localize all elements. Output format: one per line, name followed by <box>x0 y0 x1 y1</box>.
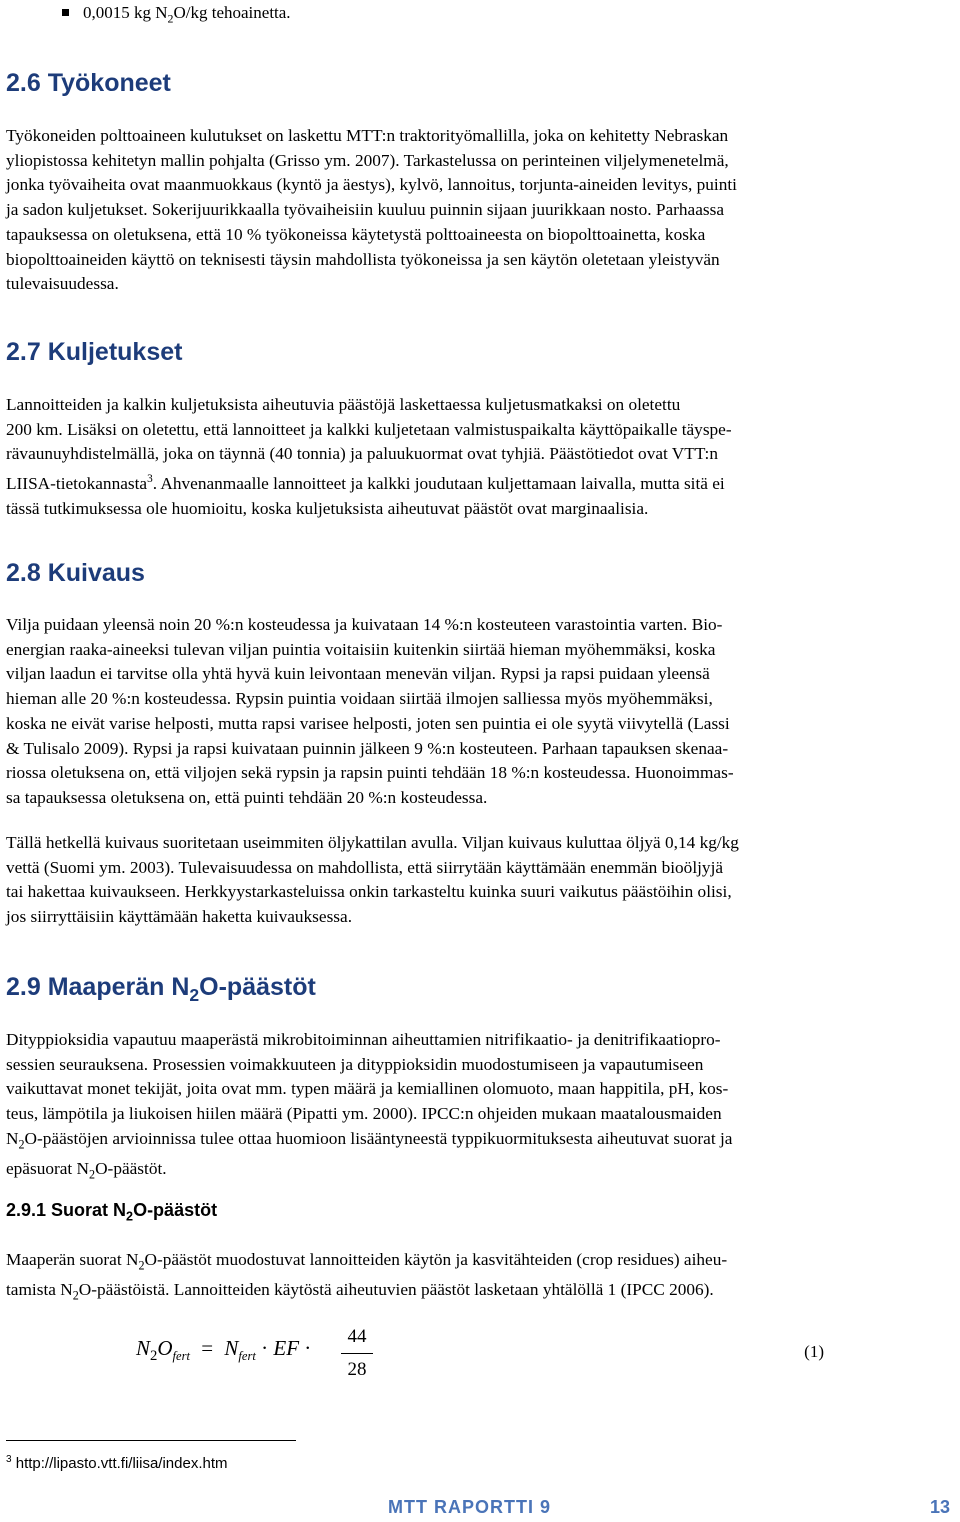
paragraph-line <box>6 1157 952 1187</box>
bullet-text: 0,0015 kg N <box>83 3 168 22</box>
heading-text-end: O-päästöt <box>133 1200 218 1220</box>
bullet-subscript: 2 <box>167 11 174 26</box>
paragraph-line <box>6 467 952 496</box>
paragraph-line: Työkoneiden polttoaineen kulutukset on laskettu MTT:n traktorityömallilla, joka on kehitetty Nebraskan <box>6 126 729 145</box>
paragraph-line: Tällä hetkellä kuivaus suoritetaan useimmiten öljykattilan avulla. Viljan kuivaus kuluttaa öljyä 0,14 kg/kg <box>6 833 739 852</box>
equation-expression <box>136 1336 311 1365</box>
equation-number: (1) <box>804 1342 824 1361</box>
fraction-numerator: 44 <box>347 1326 367 1347</box>
paragraph-line <box>6 1248 952 1278</box>
line-text: O-päästöjen arvioinnissa tulee ottaa huomioon lisääntyneestä typpikuormituksesta aiheutuvat suorat ja <box>24 1128 733 1148</box>
paragraph-line: 200 km. Lisäksi on oletettu, että lannoitteet ja kalkki kuljetetaan valmistuspaikalta käyttöpaikalle täyspe- <box>6 419 732 439</box>
paragraph-line: Vilja puidaan yleensä noin 20 %:n kosteudessa ja kuivataan 14 %:n kosteuteen varastointia varten. Bio- <box>6 615 723 634</box>
line-text: O-päästöt. <box>95 1158 167 1178</box>
footnote-link[interactable]: http://lipasto.vtt.fi/liisa/index.htm <box>15 1455 228 1472</box>
paragraph-line: ja sadon kuljetukset. Sokerijuurikkaalla työvaiheisiin kuuluu puinnin sijaan juurikkaan nosto. Parhaassa <box>6 200 724 220</box>
symbol-o: O <box>157 1336 173 1360</box>
section-heading-2-8: 2.8 Kuivaus <box>6 559 145 587</box>
line-text: O-päästöt muodostuvat lannoitteiden käytön ja kasvitähteiden (crop residues) aiheu- <box>144 1250 728 1269</box>
heading-text-end: O-päästöt <box>199 973 316 1001</box>
paragraph-line: biopolttoaineiden käyttö on teknisesti täysin mahdollista työkoneissa ja sen käytön oletetaan yleistyvän <box>6 249 720 269</box>
line-text: LIISA-tietokannasta <box>6 473 148 493</box>
paragraph-line: jos siirryttäisiin käyttämään haketta kuivauksessa. <box>6 907 353 927</box>
paragraph-line: sa tapauksessa oletuksena on, että puinti tehdään 20 %:n kosteudessa. <box>6 787 488 807</box>
section-2-8-paragraph-2 <box>6 831 952 930</box>
paragraph-line <box>6 1278 952 1308</box>
paragraph-line: & Tulisalo 2009). Rypsi ja rapsi kuivataan puinnin jälkeen 9 %:n kosteuteen. Parhaan tapauksen skenaa- <box>6 738 729 758</box>
paragraph-line: viljan laadun ei tarvitse olla yhtä hyvä kuin leivontaan menevän viljan. Rypsi ja rapsi puidaan yleensä <box>6 664 710 684</box>
subscript: 2 <box>138 1258 145 1273</box>
paragraph-line: energian raaka-aineeksi tulevan viljan puintia voitaisiin kuitenkin siirtää hieman myöhemmäksi, koska <box>6 639 716 659</box>
symbol-n: N <box>224 1336 239 1360</box>
paragraph-line: Lannoitteiden ja kalkin kuljetuksista aiheutuvia päästöjä laskettaessa kuljetusmatkaksi on oletettu <box>6 395 681 414</box>
subscript-fert: fert <box>238 1349 256 1364</box>
footer-series-title: MTT RAPORTTI 9 <box>388 1497 551 1517</box>
section-2-9-paragraph <box>6 1028 952 1187</box>
paragraph-line: tapauksessa on oletuksena, että 10 % työkoneissa käytetystä polttoaineesta on biopolttoainetta, koska <box>6 224 706 244</box>
section-2-9-1-paragraph <box>6 1248 952 1308</box>
subscript-2: 2 <box>150 1348 158 1365</box>
symbol-n: N <box>136 1336 151 1360</box>
heading-text: 2.9 Maaperän N <box>6 973 190 1001</box>
line-text: O-päästöistä. Lannoitteiden käytöstä aiheutuvien päästöt lasketaan yhtälöllä 1 (IPCC 2006). <box>78 1280 714 1300</box>
footnote <box>6 1454 228 1472</box>
section-2-7-paragraph <box>6 393 952 521</box>
subscript: 2 <box>18 1137 25 1152</box>
paragraph-line: koska ne eivät varise helposti, mutta rapsi varisee helposti, joten sen puintia ei ole syytä viivytellä (Lassi <box>6 713 730 733</box>
line-text: epäsuorat N <box>6 1158 90 1178</box>
subsection-heading-2-9-1 <box>6 1200 217 1224</box>
line-text: tamista N <box>6 1280 73 1300</box>
line-text: Maaperän suorat N <box>6 1250 139 1269</box>
equation-1 <box>6 1322 952 1390</box>
symbol-ef: EF <box>273 1336 300 1360</box>
section-2-6-paragraph <box>6 124 952 297</box>
paragraph-line: jonka työvaiheita ovat maanmuokkaus (kyntö ja äestys), kylvö, lannoitus, torjunta-aineiden levitys, puinti <box>6 175 737 195</box>
heading-subscript: 2 <box>126 1209 134 1224</box>
paragraph-line: riossa oletuksena on, että viljojen sekä rypsin ja rapsin puinti tehdään 18 %:n kosteudessa. Huonoimmas- <box>6 763 734 783</box>
fraction <box>341 1322 373 1385</box>
bullet-text-end: O/kg tehoainetta. <box>173 3 291 22</box>
paragraph-line: tai hakettaa kuivaukseen. Herkkyystarkasteluissa onkin tarkasteltu kuinka suuri vaikutus päästöihin olisi, <box>6 882 732 902</box>
multiply-dot: · <box>304 1336 312 1360</box>
section-2-8-paragraph-1 <box>6 613 952 811</box>
paragraph-line: rävaunuyhdistelmällä, joka on täynnä (40 tonnia) ja paluukuormat ovat tyhjiä. Päästötiedot ovat VTT:n <box>6 444 718 464</box>
footnote-marker[interactable]: 3 <box>147 473 153 486</box>
paragraph-line: Dityppioksidia vapautuu maaperästä mikrobitoiminnan aiheuttamien nitrifikaatio- ja denitrifikaatiopro- <box>6 1030 721 1049</box>
section-heading-2-6: 2.6 Työkoneet <box>6 69 171 97</box>
heading-subscript: 2 <box>189 985 200 1005</box>
bullet-item <box>62 0 291 31</box>
subscript-fert: fert <box>172 1349 191 1364</box>
paragraph-line: sessien seurauksena. Prosessien voimakkuuteen ja dityppioksidin muodostumiseen ja vapautumiseen <box>6 1054 704 1074</box>
paragraph-line: hieman alle 20 %:n kosteudessa. Rypsin puintia voidaan siirtää ilmojen salliessa myös myöhemmäksi, <box>6 689 713 709</box>
footnote-divider <box>6 1440 296 1441</box>
section-heading-2-7: 2.7 Kuljetukset <box>6 338 183 366</box>
paragraph-line: teus, lämpötila ja liukoisen hiilen määrä (Pipatti ym. 2000). IPCC:n ohjeiden mukaan maatalousmaiden <box>6 1104 722 1124</box>
paragraph-line: tulevaisuudessa. <box>6 274 119 294</box>
section-heading-2-9 <box>6 973 316 1006</box>
equals-sign: = <box>201 1336 214 1360</box>
multiply-dot: · <box>261 1336 269 1360</box>
paragraph-line: tässä tutkimuksessa ole huomioitu, koska kuljetuksista aiheutuvat päästöt ovat marginaalisia. <box>6 498 649 518</box>
fraction-denominator: 28 <box>347 1359 367 1380</box>
page-number: 13 <box>930 1497 951 1517</box>
line-text: N <box>6 1128 19 1148</box>
paragraph-line <box>6 1127 952 1157</box>
paragraph-line: yliopistossa kehitetyn mallin pohjalta (Grisso ym. 2007). Tarkastelussa on perinteinen viljelymenetelmä, <box>6 150 729 170</box>
subscript: 2 <box>89 1167 96 1182</box>
fraction-bar <box>341 1353 373 1354</box>
subscript: 2 <box>72 1288 79 1303</box>
paragraph-line: vettä (Suomi ym. 2003). Tulevaisuudessa on mahdollista, että siirrytään käyttämään enemmän bioöljyjä <box>6 857 724 877</box>
footnote-marker: 3 <box>6 1454 12 1465</box>
bullet-square-icon <box>62 9 69 16</box>
line-text: . Ahvenanmaalle lannoitteet ja kalkki joudutaan kuljettamaan laivalla, mutta sitä ei <box>152 473 725 493</box>
paragraph-line: vaikuttavat monet tekijät, joita ovat mm. typen määrä ja kemiallinen olomuoto, maan happitila, pH, kos- <box>6 1079 729 1099</box>
heading-text: 2.9.1 Suorat N <box>6 1200 127 1220</box>
